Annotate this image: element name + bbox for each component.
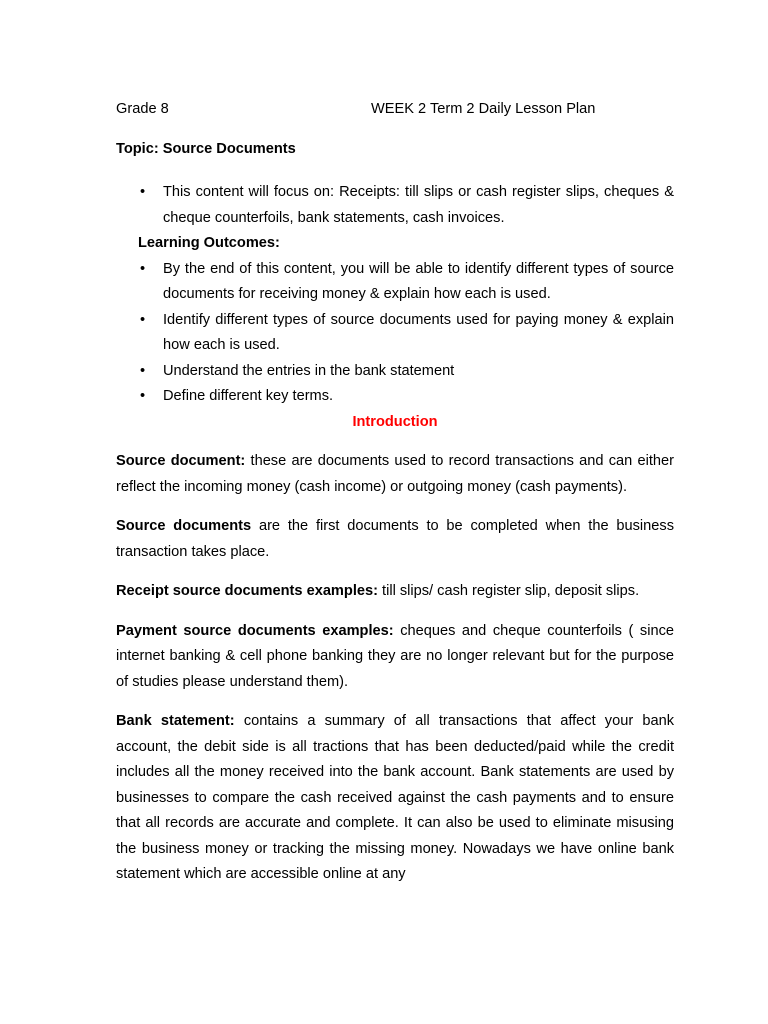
outcome-item: • Understand the entries in the bank statement: [116, 359, 674, 385]
paragraph-payment-examples: [116, 619, 674, 696]
paragraph-receipt-examples: [116, 579, 674, 605]
paragraph-text: these are documents used to record transactions and can either reflect the incoming money (cash income) or outgoing money (cash payments).: [116, 453, 674, 495]
grade-label: Grade 8: [116, 101, 169, 117]
outcome-item: • Define different key terms.: [116, 384, 674, 410]
focus-list: [116, 180, 674, 231]
paragraph-source-document: [116, 449, 674, 500]
paragraph-text: are the first documents to be completed when the business transaction takes place.: [116, 518, 674, 560]
paragraph-text: till slips/ cash register slip, deposit slips.: [377, 583, 640, 599]
paragraph-text: cheques and cheque counterfoils ( since internet banking & cell phone banking they are no longer relevant but for the purpose of studies please understand them).: [116, 622, 674, 690]
learning-outcomes-heading: Learning Outcomes:: [138, 235, 280, 251]
topic-heading: Topic: Source Documents: [116, 141, 296, 157]
paragraph-bank-statement: [116, 709, 674, 888]
paragraph-text: contains a summary of all transactions that affect your bank account, the debit side is all tractions that has been deducted/paid while the credit includes all the money received into the bank account. Bank statements are used by businesses to compare the cash received against the cash payments and to ensure that all records are accurate and complete. It can also be used to eliminate misusing the business money or tracking the missing money. Nowadays we have online bank statement which are accessible online at any: [116, 713, 675, 882]
term-label: Source document:: [116, 453, 246, 469]
lesson-plan-title: WEEK 2 Term 2 Daily Lesson Plan: [371, 101, 596, 117]
term-label: Bank statement:: [116, 713, 235, 729]
learning-outcomes-list: [116, 257, 674, 410]
paragraph-source-documents: [116, 514, 674, 565]
lesson-content: [116, 180, 674, 888]
term-label: Payment source documents examples:: [116, 622, 394, 639]
focus-bullet: • This content will focus on: Receipts: till slips or cash register slips, cheques & cheque counterfoils, bank statements, cash invoices.: [116, 180, 674, 231]
header-row: [116, 101, 676, 121]
outcome-item: • Identify different types of source documents used for paying money & explain how each is used.: [116, 308, 674, 359]
outcome-item: • By the end of this content, you will be able to identify different types of source documents for receiving money & explain how each is used.: [116, 257, 674, 308]
term-label: Receipt source documents examples:: [116, 583, 378, 599]
term-label: Source documents: [116, 518, 252, 534]
introduction-heading: Introduction: [352, 413, 438, 430]
